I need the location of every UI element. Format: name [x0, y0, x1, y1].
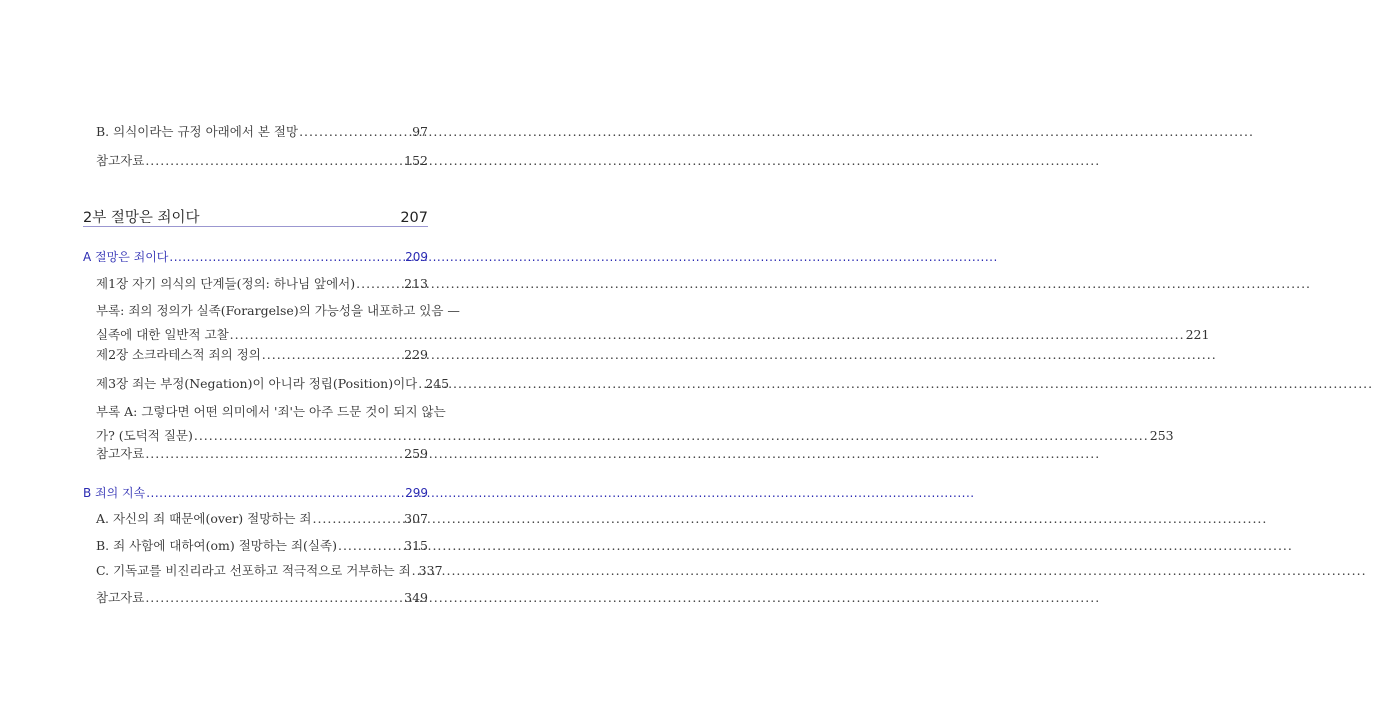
toc-entry-appendix-offense[interactable] — [96, 303, 1210, 343]
toc-entry-label: 제3장 죄는 부정(Negation)이 아니라 정립(Position)이다 — [96, 376, 418, 391]
toc-entry-page: 349 — [404, 590, 428, 605]
toc-entry-references-3[interactable] — [96, 590, 428, 606]
toc-entry-label: C. 기독교를 비진리라고 선포하고 적극적으로 거부하는 죄 — [96, 563, 411, 578]
toc-entry-label: B. 의식이라는 규정 아래에서 본 절망 — [96, 124, 299, 139]
leader-dots — [146, 485, 404, 501]
toc-entry-label: B. 죄 사함에 대하여(om) 절망하는 죄(실족) — [96, 538, 337, 553]
toc-entry-page: 97 — [412, 124, 428, 139]
toc-entry-chapter-1[interactable] — [96, 276, 428, 292]
toc-entry-label: A. 자신의 죄 때문에(over) 절망하는 죄 — [96, 511, 312, 526]
leader-dots — [230, 327, 1185, 343]
part-divider — [83, 226, 428, 227]
toc-entry-label-line1: 부록: 죄의 정의가 실족(Forargelse)의 가능성을 내포하고 있음 — — [96, 303, 460, 318]
leader-dots — [145, 446, 403, 462]
toc-entry-label: 참고자료 — [96, 446, 145, 461]
toc-entry-b-despire-consciousness[interactable] — [96, 124, 428, 140]
section-b-heading[interactable] — [83, 485, 428, 501]
leader-dots — [145, 153, 403, 169]
toc-entry-page: 307 — [404, 511, 428, 526]
toc-entry-page: 259 — [404, 446, 428, 461]
section-label: B 죄의 지속 — [83, 486, 146, 500]
toc-entry-page: 315 — [404, 538, 428, 553]
toc-entry-b-a[interactable] — [96, 511, 428, 527]
section-label: A 절망은 죄이다 — [83, 250, 169, 264]
toc-entry-page: 152 — [404, 153, 428, 168]
toc-entry-appendix-a[interactable] — [96, 404, 1174, 444]
toc-entry-chapter-2[interactable] — [96, 347, 428, 363]
toc-entry-b-b[interactable] — [96, 538, 428, 554]
toc-entry-label-line2: 가? (도덕적 질문) — [96, 428, 193, 443]
toc-entry-page: 213 — [404, 276, 428, 291]
leader-dots — [312, 511, 403, 527]
toc-entry-page: 221 — [1185, 327, 1210, 342]
leader-dots — [412, 563, 418, 579]
toc-entry-label: 제1장 자기 의식의 단계들(정의: 하나님 앞에서) — [96, 276, 356, 291]
toc-entry-page: 229 — [404, 347, 428, 362]
toc-entry-label: 참고자료 — [96, 590, 145, 605]
part-heading[interactable] — [83, 206, 428, 227]
leader-dots — [338, 538, 403, 554]
leader-dots — [194, 428, 1149, 444]
leader-dots — [145, 590, 403, 606]
leader-dots — [299, 124, 411, 140]
toc-entry-references-2[interactable] — [96, 446, 428, 462]
toc-entry-chapter-3[interactable] — [96, 376, 450, 392]
leader-dots — [418, 376, 424, 392]
toc-entry-b-c[interactable] — [96, 563, 443, 579]
toc-entry-label-line1: 부록 A: 그렇다면 어떤 의미에서 '죄'는 아주 드문 것이 되지 않는 — [96, 404, 446, 419]
toc-entry-references-1[interactable] — [96, 153, 428, 169]
toc-entry-label: 제2장 소크라테스적 죄의 정의 — [96, 347, 261, 362]
section-page: 299 — [405, 486, 428, 500]
leader-dots — [356, 276, 403, 292]
toc-entry-label: 참고자료 — [96, 153, 145, 168]
part-title: 2부 절망은 죄이다 — [83, 210, 200, 226]
leader-dots — [169, 249, 404, 265]
toc-entry-page: 245 — [425, 376, 450, 391]
toc-entry-label-line2: 실족에 대한 일반적 고찰 — [96, 327, 229, 342]
section-page: 209 — [405, 250, 428, 264]
toc-entry-page: 337 — [418, 563, 443, 578]
leader-dots — [262, 347, 403, 363]
part-page: 207 — [400, 210, 428, 226]
toc-entry-page: 253 — [1149, 428, 1174, 443]
section-a-heading[interactable] — [83, 249, 428, 265]
